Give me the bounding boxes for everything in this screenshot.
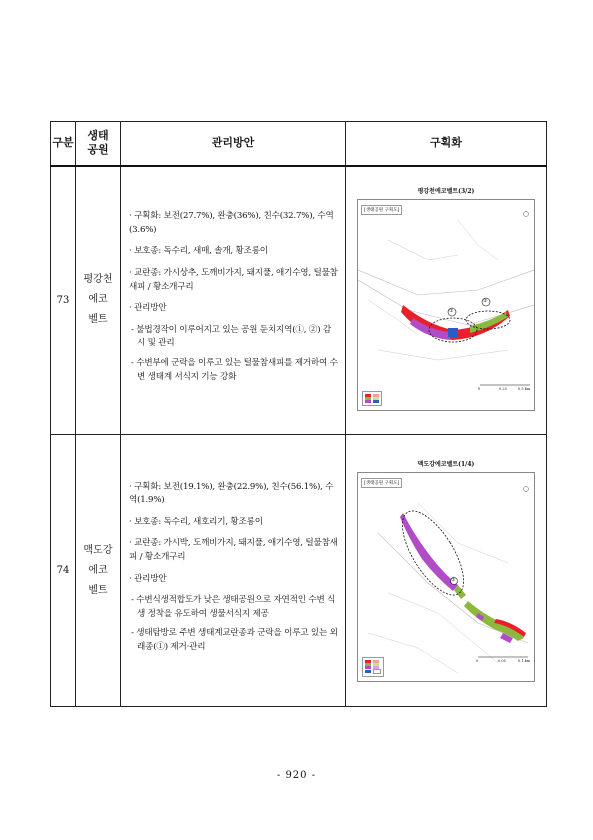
management-item: - 불법경작이 이루어지고 있는 공원 둔치지역(①, ②) 감시 및 관리 [131, 324, 331, 349]
map-title: 맥도강에코벨트(1/4) [417, 460, 475, 468]
management-item: - 수변식생적합도가 낮은 생태공원으로 자연적인 수변 식생 정착을 유도하여 생물서식지 제공 [131, 595, 336, 619]
zoning-map [357, 460, 535, 682]
zoning-ratio: · 구획화: 보전(27.7%), 완충(36%), 친수(32.7%), 수역(3.6%) [129, 211, 334, 235]
management-item: - 생태탐방로 주변 생태계교란종과 군락을 이루고 있는 외래종(①) 제거·관리 [131, 628, 338, 652]
map-marker: ② [483, 298, 488, 305]
map-subtitle: [생태공원 구획도] [361, 205, 402, 215]
invasive-species: · 교란종: 가시박, 도깨비가지, 돼지풀, 애기수영, 털물참새피 / 황소개구리 [129, 538, 338, 562]
management-table [50, 121, 547, 707]
header-category: 구분 [51, 122, 76, 166]
map-marker: ① [451, 576, 456, 583]
park-name [76, 435, 121, 707]
protected-species: · 보호종: 독수리, 새호리기, 황조롱이 [129, 516, 263, 527]
zoning-map-graphic [358, 200, 534, 410]
header-park: 생태 공원 [76, 122, 121, 166]
protected-species: · 보호종: 독수리, 새매, 솔개, 황조롱이 [129, 246, 268, 257]
zoning-map-graphic [358, 473, 534, 681]
management-heading: · 관리방안 [129, 303, 167, 314]
table-row [51, 435, 547, 707]
zoning-ratio: · 구획화: 보전(19.1%), 완충(22.9%), 친수(56.1%), 수역(1.9%) [129, 481, 334, 506]
park-name-line: 맥도강 [83, 544, 113, 556]
management-plan [121, 166, 346, 435]
invasive-species: · 교란종: 가시상추, 도깨비가지, 돼지풀, 애기수영, 털물참새피 / 황소개구리 [129, 268, 338, 292]
park-name-line: 벨트 [88, 314, 108, 326]
header-management: 관리방안 [121, 122, 346, 166]
scale-label: 0 [478, 387, 481, 392]
buffer-zone [464, 601, 524, 641]
park-name [76, 166, 121, 435]
scale-label: 0.25 [499, 387, 507, 392]
scale-label: 0.5 km [518, 387, 531, 392]
management-plan [121, 435, 346, 707]
zoning-map-cell [346, 166, 547, 435]
park-name-line: 평강천 [83, 274, 113, 286]
table-row [51, 166, 547, 435]
row-number: 73 [51, 166, 76, 435]
table-header [51, 122, 547, 166]
scale-label: 0.05 [498, 658, 506, 663]
map-marker: ① [449, 308, 454, 315]
management-item: - 수변부에 군락을 이루고 있는 털물참새피를 제거하여 수변 생태계 서식지 기능 강화 [131, 358, 338, 382]
map-legend [362, 657, 384, 677]
park-name-line: 에코 [88, 564, 108, 576]
zoning-map [357, 188, 535, 411]
row-number: 74 [51, 435, 76, 707]
map-title: 평강천에코벨트(3/2) [417, 188, 475, 196]
park-name-line: 벨트 [88, 584, 108, 596]
hydrophilic-zone [400, 513, 458, 591]
header-zoning: 구획화 [346, 122, 547, 166]
management-heading: · 관리방안 [129, 573, 167, 584]
zoning-map-cell [346, 435, 547, 707]
map-subtitle: [생태공원 구획도] [361, 478, 402, 488]
map-legend [362, 391, 382, 406]
scale-label: 0.1 km [518, 658, 531, 663]
scale-label: 0 [476, 658, 479, 663]
water-zone [448, 328, 458, 337]
park-name-line: 에코 [88, 294, 108, 306]
page-number: - 920 - [276, 770, 317, 781]
